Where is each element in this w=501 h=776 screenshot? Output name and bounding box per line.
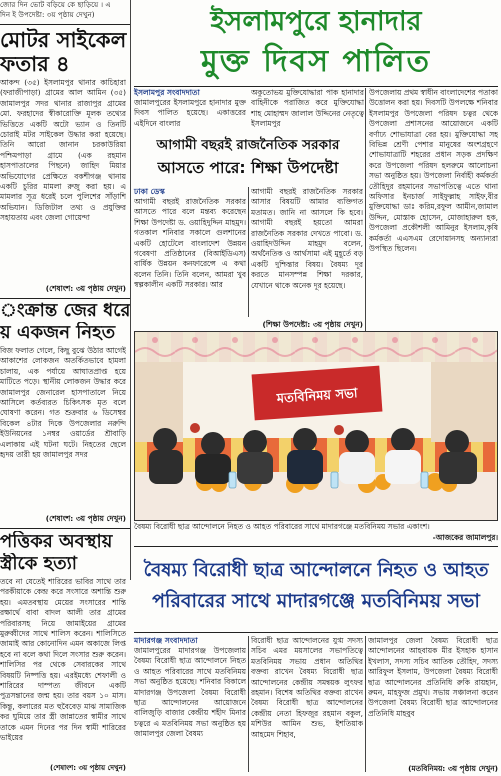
wife-headline bbox=[0, 531, 130, 575]
meeting-jump-footer[interactable]: (মতবিনিময়: ৩য় পৃষ্ঠায় দেখুন) bbox=[408, 764, 498, 773]
bike-headline-line-2: ফতার ৪ bbox=[0, 52, 70, 76]
meeting-byline: মাদারগঞ্জ সংবাদদাতা bbox=[134, 636, 198, 645]
wife-article-body: তবে না যেতেই শারিরের ভাবির সাথে তার পরকীয়াকে কেন্দ্র করে সংসারে অশান্তি শুরু হয়। এমতবস্থায় মেয়ের সংসারের শান্তি রক্ষার্থে বাবা বাদল আলী তার গ্রামের পরিবারসহ নিয়ে জামাইয়ের গ্রামের মুরুব্বীদের সাথে শালিস করেন। শালিসিতে জামাই আর কোনোদিন এমন অকাজে লিপ্ত হবে না বলে কথা দিলে সংসার শুরু করেন। শালিসির পর থেকে সেবারকের সাথে বিষয়টি নিষ্পত্তি হয়। এরইমধ্যে শেফালী ও শারিরের দাম্পত্য জীবনে একটি পুত্রসন্তানের জন্ম হয়। তার বয়স ১০ মাস। কিন্তু, কলারের মত হুবৈবেড় মাঝ সামাজিক কর ঘুমিয়ে তার স্ত্রী জান্নাতের স্বামীর সাথে তাকে এমন দিনের পর দিন স্বামী শারিরের ভাইয়ের bbox=[0, 577, 126, 743]
politics-col-1: আগামী বছরই রাজনৈতিক সরকার আসতে পারে বলে মন্তব্য করেছেন শিক্ষা উপদেষ্টা ড. ওয়াহিদুদ্দিন মাহমুদ। গতকাল শনিবার সকালে গুলশানের একটি হোটেলে বাংলাদেশ উন্নয়ন গবেষণা প্রতিষ্ঠানের (বিআইডিএস) বার্ষিক উন্নয়ন কনফারেন্সে এ কথা বলেন তিনি। তিনি বলেন, আমরা খুব স্বল্পকালীন একটি সরকার। আর bbox=[134, 197, 246, 290]
sign-text: মতবিনিময় সভা bbox=[276, 386, 359, 407]
meeting-photo bbox=[134, 331, 498, 521]
meeting-col-1: জামালপুরের মাদারগঞ্জ উপজেলায় বৈষম্য বিরোধী ছাত্র আন্দোলনে নিহত ও আহত পরিবারের সাথে মতবিনিময় সভা অনুষ্ঠিত হয়েছে। শনিবার বিকালে মাদারগঞ্জ উপজেলা বৈষম্য বিরোধী ছাত্র আন্দোলনের আয়োজনে বালিজুড়ি বাজার কেন্দ্রীয় শহীদ মিনার চত্বরে এ মতবিনিময় সভা অনুষ্ঠিত হয় জামালপুর জেলা বৈষম্য bbox=[134, 646, 246, 739]
photo-credit: -আজকের জামালপুর। bbox=[432, 533, 498, 542]
blood-article-body: বিজ ফলাত গেলে, কিছু বুঝে উঠার আগেই আকাশের লোকজন অতর্কিতভাবে হামলা চালায়, এক পর্যায়ে আঘাতপ্রাপ্ত হয়ে মাটিতে পড়ে। স্থানীয় লোকজন উদ্ধার করে জামালপুর জেনারেল হাসপাতালে নিয়ে আসিলে কর্তব্যরত চিকিৎসক মৃত বলে ঘোষণা করেন। গত শুক্রবার ৬ ডিসেম্বর বিকেল ৪টার দিকে উপজেলার নরুন্দি ইউনিয়নের ১নম্বর ওয়ার্ডের শ্রীবাড়ি এলাকায় এই ঘটনা ঘটে। নিহতের ছেলে হৃদয় তারী হয় জামালপুর সদর bbox=[0, 346, 126, 460]
wife-jump-footer[interactable]: (শেষাংশ: ৩য় পৃষ্ঠায় দেখুন) bbox=[50, 764, 126, 772]
politics-col-2: আগামী বছরই রাজনৈতিক সরকার আসার বিষয়টি আমার ব্যক্তিগত মতামত। জানি না আসলে কি হবে। আগামী বছরই হয়তো আমরা রাজনৈতিক সরকার দেখতে পাবো। ড. ওয়াহিদউদ্দিন মাহমুদ বলেন, অর্থনৈতিক ও আর্থসামা এই মুহূর্তে বড় একটি দুশ্চিন্তার বিষয়। বৈষম্য দূর করতে মানসম্পন্ন শিক্ষা দরকার, যেখানে থাকে অনেক দূর হয়েছে। bbox=[251, 187, 363, 290]
politics-headline-line-2: আসতে পারে: শিক্ষা উপদেষ্টা bbox=[157, 159, 339, 177]
bike-article-body: আকন্দ (৩৫) ইসলামপুর থানার কাচিহারা (ফরাজীপাড়া) গ্রামের আল আমিন (৩৫) জামালপুর সদর থানার রাজাপুর গ্রামের মো. ফরহাদের স্বীকারোক্তি মূলক তথ্যের ভিত্তিতে একটি অটো ভ্যান ও তিনটি চোরাই মটর সাইকেল উদ্ধার করা হয়েছে। তিনি আরো জানান চরকাউরিয়া পশ্চিমপাড়া গ্রামে (এক রহমান হাসপাতালের পিছনে) জাহিদ মিয়ার অভিযোগের প্রেক্ষিতে বকশীগঞ্জ থানায় একটি চুরির মামলা রুজু করা হয়। এ মামলার সূত্র ধরেই চলে পুলিশের সাঁড়াশি অভিযান। ডিজিটাল তথ্য ও প্রযুক্তির সহায়তায় এবং জেলা গোয়েন্দা bbox=[0, 78, 126, 223]
wife-headline-line-2: স্ত্রীকে হত্যা bbox=[0, 553, 78, 574]
liberation-col-2: অকুতোভয় মুক্তিযোদ্ধারা পাক হানাদার বাহিনীকে পরাজিত করে মুক্তিযোদ্ধা শাহ মোহাম্মদ জালাল উদ্দিনের নেতৃত্বে ইসলামপুর bbox=[251, 88, 364, 129]
column-separator bbox=[365, 88, 366, 332]
column-separator bbox=[248, 187, 249, 317]
photo-caption bbox=[134, 522, 498, 543]
politics-byline: ঢাকা ডেস্ক bbox=[134, 187, 165, 196]
meeting-headline-line-1: বৈষম্য বিরোধী ছাত্র আন্দোলনে নিহত ও আহত bbox=[143, 560, 489, 581]
blood-headline bbox=[0, 300, 130, 344]
bike-headline bbox=[0, 28, 130, 76]
liberation-byline: ইসলামপুর সংবাদদাতা bbox=[134, 88, 200, 97]
blood-jump-footer[interactable]: (শেষাংশ: ৩য় পৃষ্ঠায় দেখুন) bbox=[45, 514, 126, 523]
politics-headline bbox=[134, 134, 362, 180]
column-separator bbox=[365, 636, 366, 772]
divider bbox=[0, 528, 130, 529]
column-separator bbox=[248, 636, 249, 772]
politics-headline-line-1: আগামী বছরই রাজনৈতিক সরকার bbox=[156, 137, 340, 153]
top-jump-text: জোর দিন ভোট বড়িয়ে কে ছাড়িয়ে । এ দিন ই উপদেষ্টা: ৩য় পৃষ্ঠায় দেখুন) bbox=[0, 0, 111, 19]
bike-headline-line-1: মোটর সাইকেল bbox=[0, 28, 127, 52]
column-separator bbox=[130, 0, 131, 580]
liberation-col-1: জামালপুরের ইসলামপুরে হানাদার মুক্ত দিবস পালিত হয়েছে। একাত্তরের এইদিনে বাংলার bbox=[134, 98, 246, 128]
sign-banner bbox=[252, 366, 383, 421]
banner-line-1: ইসলামপুরে হানাদার bbox=[210, 6, 422, 37]
divider bbox=[134, 546, 498, 547]
divider bbox=[134, 632, 498, 633]
divider bbox=[0, 298, 130, 299]
banner-headline bbox=[134, 2, 498, 84]
blood-headline-line-2: য় একজন নিহত bbox=[0, 322, 116, 343]
meeting-headline bbox=[134, 556, 498, 616]
blood-headline-line-1: ংক্রান্ত জের ধরে bbox=[0, 300, 130, 321]
politics-jump-footer[interactable]: (শিক্ষা উপদেষ্টা: ৩য় পৃষ্ঠায় দেখুন) bbox=[262, 320, 363, 329]
divider bbox=[134, 86, 498, 87]
banner-line-2: মুক্ত দিবস পালিত bbox=[200, 44, 432, 79]
photo-caption-text: বৈষম্য বিরোধী ছাত্র আন্দোলনে নিহত ও আহত পরিবারের সাথে মাদারগঞ্জে মতবিনিময় সভার একাংশ। bbox=[134, 522, 430, 531]
divider bbox=[0, 24, 130, 25]
meeting-photo-image bbox=[135, 332, 498, 521]
liberation-col-3: উপজেলায় প্রথম স্বাধীন বাংলাদেশের পতাকা উত্তোলন করা হয়। দিবসটি উপলক্ষে শনিবার ইসলামপুর উপজেলা পরিষদ চত্বর থেকে উপজেলা প্রশাসনের আয়োজনে একটি বর্ণাঢ্য শোভাযাত্রা বের হয়। মুক্তিযোদ্ধা সহ বিভিন্ন শ্রেণী পেশার মানুষের অংশগ্রহণে শোভাযাত্রাটি শহরের প্রধান সড়ক প্রদক্ষিণ করে উপজেলা পরিষদ হলরুমে আলোচনা সভা অনুষ্ঠিত হয়। উপজেলা নির্বাহী কর্মকর্তা তৌহিদুর রহমানের সভাপতিত্বে এতে থানা অফিসার ইনচার্জ সাইফুল্লাহ সাইফ,বীর মুক্তিযোদ্ধা ডাঃ করিম,রফুল আমীন,জামাল উদ্দিন, মোস্তাক হোসেন, মোজাহারুল হক, উপজেলা প্রকৌশলী আমিনুর ইসলাম,কৃষি কর্মকর্তা এএসএম রেদোয়ানসহ অন্যান্যরা উপস্থিত ছিলেন। bbox=[369, 88, 498, 254]
bike-jump-footer[interactable]: (শেষাংশ: ৩য় পৃষ্ঠায় দেখুন) bbox=[45, 284, 126, 293]
meeting-col-3: জামালপুর জেলা বৈষম্য বিরোধী ছাত্র আন্দোলনের আহবায়ক মীর ইসহাক হাসান ইখলাস, সদস্য সচিব আতিক তৌহিদ, সদস্য আরিফুল ইসলাম, উপজেলা বৈষম্য বিরোধী ছাত্র আন্দোলনের প্রতিনিধি রুকি রায়হান, রুমন, মাহফুজ প্রমুখ। সভায় সঞ্চালনা করেন উপজেলা বৈষম্য বিরোধী ছাত্র আন্দোলনের প্রতিনিধি মাহবুব bbox=[368, 636, 498, 718]
wife-headline-line-1: পত্তিকর অবস্থায় bbox=[0, 531, 113, 552]
meeting-col-2: বিরোধী ছাত্র আন্দোলনের যুগ্ম সদস্য সচিব এমর ময়সালের সভাপতিত্বে মতবিনিময় সভায় প্রধান অতিথির বক্তব্য রাখেন বৈষম্য বিরোধী ছাত্র আন্দোলনের কেন্দ্রীয় সমন্বয়ক লুৎফর রহমান। বিশেষ অতিথির বক্তব্য রাখেন বৈষম্য বিরোধী ছাত্র আন্দোলনের কেন্দ্রীয় নেতা হিফজুর রহমান বকুল, মশিউর আমিন শুভ, ইশতিয়াক আহমেদ শিহাব, bbox=[251, 636, 363, 739]
meeting-headline-line-2: পরিবারের সাথে মাদারগঞ্জে মতবিনিময় সভা bbox=[152, 590, 480, 612]
